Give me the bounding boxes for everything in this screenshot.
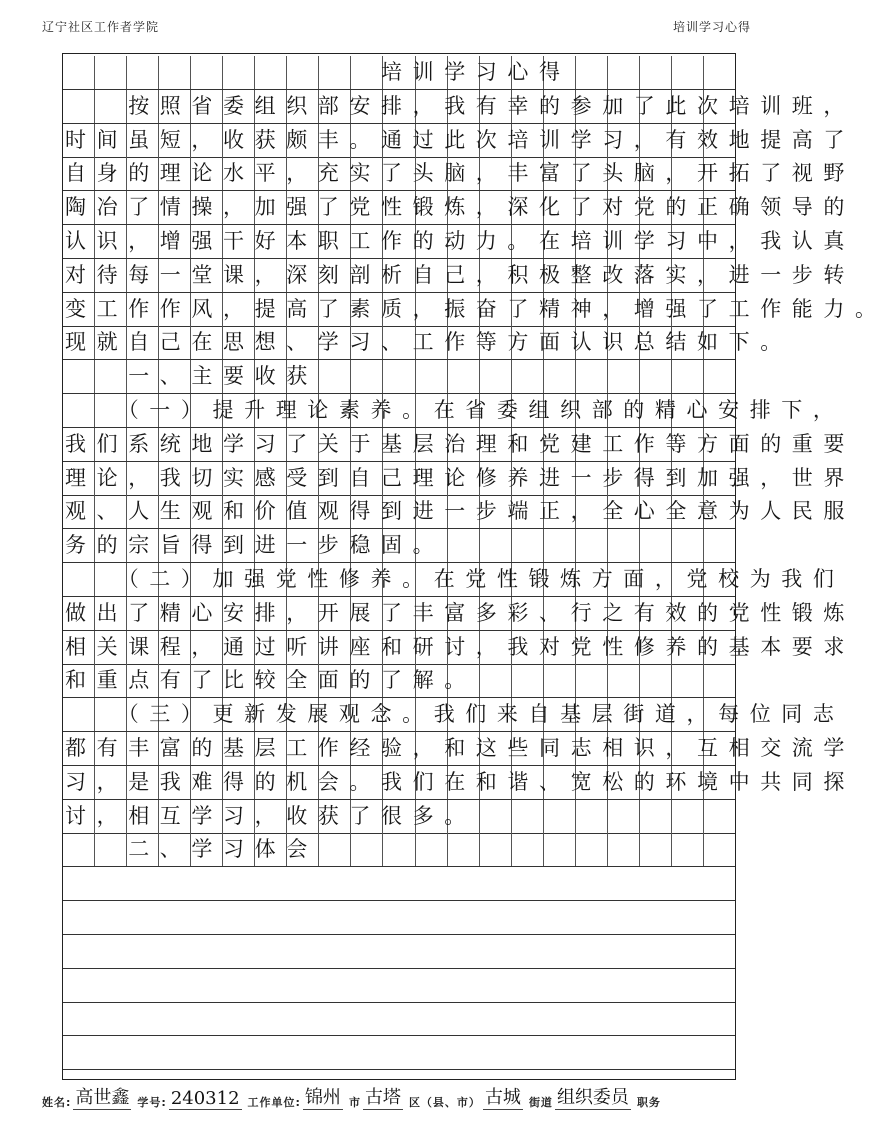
district-value: 古塔: [363, 1083, 403, 1110]
grid-row: [63, 360, 735, 393]
essay-line: 和重点有了比较全面的了解。: [65, 668, 476, 693]
grid-row: [63, 293, 887, 326]
name-label: 姓名:: [42, 1096, 72, 1109]
grid-row: [63, 631, 855, 664]
essay-line: 讨，相互学习，收获了很多。: [65, 803, 476, 828]
grid-row: [63, 394, 845, 427]
id-label: 学号:: [137, 1096, 167, 1109]
grid-row: [63, 56, 735, 89]
street-suffix: 街道: [528, 1096, 553, 1109]
essay-line: 务的宗旨得到进一步稳固。: [65, 533, 445, 558]
position-label: 职务: [636, 1096, 661, 1109]
header-right-text: 培训学习心得: [672, 20, 751, 34]
name-value: 高世鑫: [73, 1083, 131, 1110]
grid-row: [63, 766, 855, 799]
essay-line: 变工作作风，提高了素质，振奋了精神，增强了工作能力。: [65, 296, 887, 321]
essay-line: 认识，增强干好本职工作的动力。在培训学习中，我认真: [65, 229, 855, 253]
city-value: 锦州: [303, 1083, 343, 1110]
position-value: 组织委员: [555, 1083, 631, 1110]
essay-line: 我们系统地学习了关于基层治理和党建工作等方面的重要: [65, 431, 855, 456]
essay-line: 理论，我切实感受到自己理论修养进一步得到加强，世界: [65, 465, 855, 490]
essay-line: 培训学习心得: [65, 60, 571, 84]
city-suffix: 市: [348, 1096, 361, 1109]
grid-row: [63, 833, 735, 866]
essay-line: 时间虽短，收获颇丰。通过此次培训学习，有效地提高了: [65, 127, 855, 152]
header-left-text: 辽宁社区工作者学院: [42, 20, 160, 34]
grid-row: [63, 969, 735, 1002]
grid-row: [63, 191, 855, 224]
essay-line: 二、学习体会: [65, 837, 318, 862]
grid-row: [63, 1036, 735, 1069]
grid-row: [63, 428, 855, 461]
grid-row: [63, 157, 855, 190]
essay-line: 陶冶了情操，加强了党性锻炼，深化了对党的正确领导的: [65, 195, 855, 220]
essay-line: 做出了精心安排，开展了丰富多彩、行之有效的党性锻炼: [65, 600, 855, 625]
grid-row: [63, 259, 855, 292]
essay-line: 现就自己在思想、学习、工作等方面认识总结如下。: [65, 330, 792, 355]
grid-row: [63, 901, 735, 934]
footer-info: [42, 1086, 769, 1110]
grid-row: [63, 732, 855, 765]
essay-line: 都有丰富的基层工作经验，和这些同志相识，互相交流学: [65, 736, 855, 760]
grid-row: [63, 225, 855, 258]
grid-row: [63, 90, 855, 123]
essay-line: 习，是我难得的机会。我们在和谐、宽松的环境中共同探: [65, 769, 855, 794]
essay-line: 相关课程，通过听讲座和研讨，我对党性修养的基本要求: [65, 634, 855, 659]
essay-line: 对待每一堂课，深刻剖析自己，积极整改落实，进一步转: [65, 262, 855, 287]
unit-label: 工作单位:: [247, 1096, 301, 1109]
grid-row: [63, 867, 735, 900]
street-value: 古城: [483, 1083, 523, 1110]
grid-row: [63, 935, 735, 968]
essay-line: （二）加强党性修养。在党性锻炼方面，党校为我们: [65, 567, 845, 591]
essay-line: 自身的理论水平，充实了头脑，丰富了头脑，开拓了视野: [65, 161, 855, 186]
grid-row: [63, 800, 735, 833]
district-suffix: 区（县、市）: [408, 1096, 481, 1109]
grid-row: [63, 495, 855, 528]
grid-row: [63, 698, 845, 731]
essay-line: 观、人生观和价值观得到进一步端正，全心全意为人民服: [65, 499, 855, 524]
grid-row: [63, 1002, 735, 1035]
essay-line: 一、主要收获: [65, 364, 318, 389]
writing-grid-sheet: [62, 53, 887, 1080]
essay-line: （三）更新发展观念。我们来自基层街道，每位同志: [65, 702, 845, 727]
essay-line: （一）提升理论素养。在省委组织部的精心安排下，: [65, 398, 845, 422]
grid-row: [63, 664, 735, 697]
grid-row: [63, 563, 845, 596]
grid-row: [63, 326, 792, 359]
grid-row: [63, 462, 855, 495]
id-value: 240312: [170, 1088, 240, 1109]
grid-row: [63, 597, 855, 630]
grid-row: [63, 529, 735, 562]
essay-line: 按照省委组织部安排，我有幸的参加了此次培训班，: [65, 93, 855, 118]
grid-row: [63, 124, 855, 157]
